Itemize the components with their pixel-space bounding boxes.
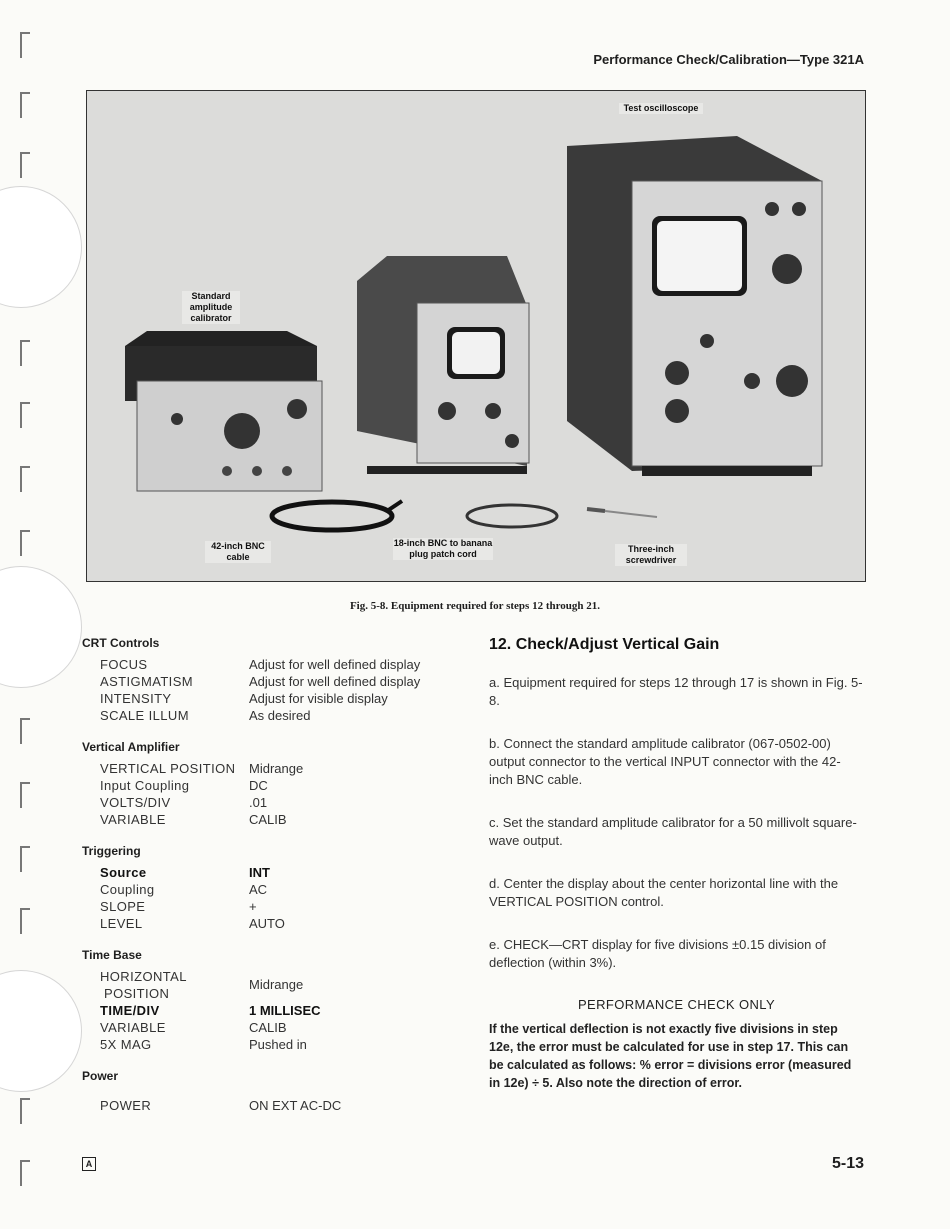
setting-row: FOCUS Adjust for well defined display <box>100 657 421 672</box>
step-d: d. Center the display about the center horizontal line with the VERTICAL POSITION control. <box>489 876 839 909</box>
section-power-title: Power <box>82 1069 119 1083</box>
label-screwdriver: Three-inch screwdriver <box>615 544 687 566</box>
setting-row: VARIABLE CALIB <box>100 812 287 827</box>
setting-row: VARIABLE CALIB <box>100 1020 287 1035</box>
label-test-oscilloscope: Test oscilloscope <box>619 103 703 114</box>
setting-row: VERTICAL POSITION Midrange <box>100 761 304 776</box>
equipment-photo <box>86 90 866 582</box>
setting-row: Coupling AC <box>100 882 268 897</box>
control-settings <box>82 636 482 1114</box>
section-crt-title: CRT Controls <box>82 636 160 650</box>
setting-row: 5X MAG Pushed in <box>100 1037 307 1052</box>
calibrator-device <box>125 331 322 491</box>
procedure-step-12 <box>489 636 864 1092</box>
setting-row: TIME/DIV 1 MILLISEC <box>100 1003 321 1018</box>
setting-row: POWER ON EXT AC-DC <box>100 1098 342 1113</box>
page-number: 5-13 <box>831 1155 864 1172</box>
step-a: a. Equipment required for steps 12 through 17 is shown in Fig. 5-8. <box>489 675 863 708</box>
page-header: Performance Check/Calibration—Type 321A <box>593 52 864 67</box>
step-b: b. Connect the standard amplitude calibrator (067-0502-00) output connector to the vertical INPUT connector with the 42-inch BNC cable. <box>489 736 841 787</box>
test-oscilloscope <box>567 136 822 476</box>
setting-row: Input Coupling DC <box>100 778 268 793</box>
step-e: e. CHECK—CRT display for five divisions ±0.15 division of deflection (within 3%). <box>489 937 826 970</box>
setting-row: VOLTS/DIV .01 <box>100 795 268 810</box>
setting-row: Source INT <box>100 865 270 880</box>
label-calibrator: Standard amplitude calibrator <box>182 291 240 324</box>
performance-check-title: PERFORMANCE CHECK ONLY <box>577 997 776 1012</box>
setting-row: HORIZONTAL POSITION Midrange <box>100 969 304 1001</box>
setting-row: ASTIGMATISM Adjust for well defined display <box>100 674 421 689</box>
setting-row: INTENSITY Adjust for visible display <box>100 691 388 706</box>
step-title: 12. Check/Adjust Vertical Gain <box>489 636 720 653</box>
punch-hole-bottom <box>0 970 82 1092</box>
setting-row: LEVEL AUTO <box>100 916 285 931</box>
punch-hole-middle <box>0 566 82 688</box>
punch-hole-top <box>0 186 82 308</box>
manual-logo-icon: A <box>82 1157 96 1171</box>
section-vertical-title: Vertical Amplifier <box>82 740 180 754</box>
performance-check-body: If the vertical deflection is not exactly five divisions in step 12e, the error must be calculated for use in step 17. This can be calculated as follows: % error = divisions error (measured in 12e) ÷ 5. Also note the direction of error. <box>489 1022 852 1090</box>
setting-row: SLOPE + <box>100 899 257 914</box>
section-triggering-title: Triggering <box>82 844 141 858</box>
label-bnc-cable: 42-inch BNC cable <box>205 541 271 563</box>
setting-row: SCALE ILLUM As desired <box>100 708 311 723</box>
label-patch-cord: 18-inch BNC to banana plug patch cord <box>393 538 493 559</box>
step-c: c. Set the standard amplitude calibrator for a 50 millivolt square-wave output. <box>489 815 857 848</box>
section-timebase-title: Time Base <box>82 948 142 962</box>
equipment-illustration <box>87 91 865 581</box>
figure-caption: Fig. 5-8. Equipment required for steps 12 through 21. <box>349 600 601 612</box>
